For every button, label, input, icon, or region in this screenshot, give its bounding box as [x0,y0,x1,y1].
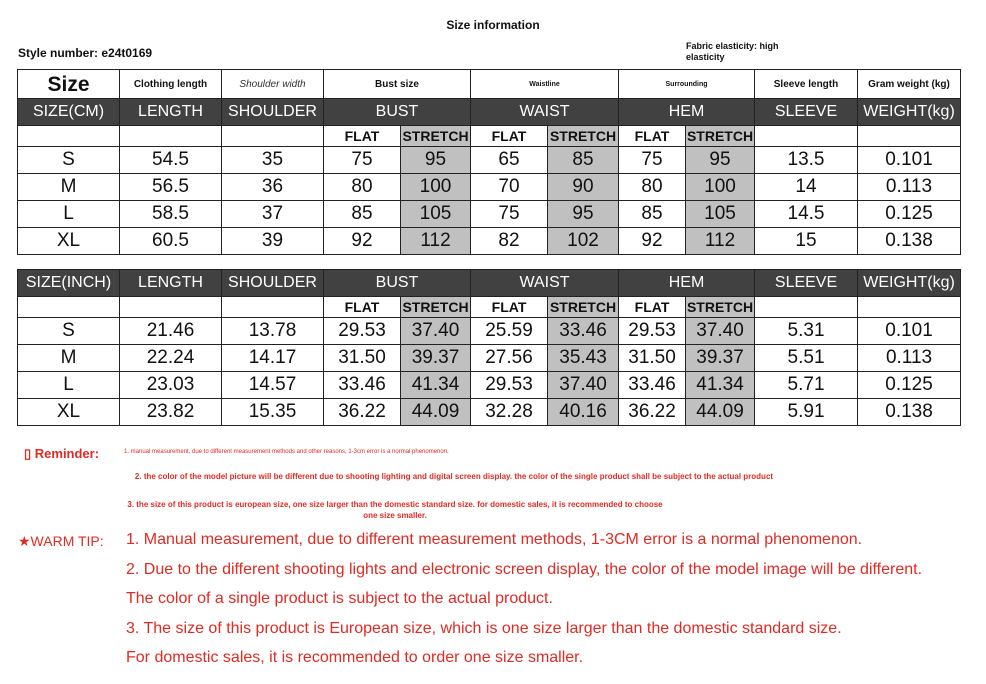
reminder-line-1: 1. manual measurement, due to different measurement methods and other reasons, 1-3cm error is a normal phenomenon. [124,449,449,455]
hem-flat-cell: 85 [619,201,686,228]
reminder-label: ▯ Reminder: [24,446,100,461]
length-cell: 21.46 [120,318,222,345]
hem-flat-cell: 29.53 [619,318,686,345]
table-row [18,147,961,174]
hem-flat-cell: 33.46 [619,372,686,399]
hem-flat-cell: 36.22 [619,399,686,426]
table-row [18,174,961,201]
shoulder-cell: 14.57 [222,372,324,399]
table-row [18,399,961,426]
waist-flat-cell: 65 [471,147,548,174]
warm-tip-line: 1. Manual measurement, due to different measurement methods, 1-3CM error is a normal phenomenon. [126,531,863,548]
sleeve-cell: 13.5 [755,147,858,174]
hem-label: Surrounding [619,70,755,99]
table-row [18,201,961,228]
hem-stretch-cell: 112 [686,228,755,255]
bust-stretch-cell: 41.34 [401,372,471,399]
hem-stretch-cell: 44.09 [686,399,755,426]
stretch-label: STRETCH [548,126,619,147]
stretch-label: STRETCH [686,126,755,147]
waist-stretch-cell: 33.46 [548,318,619,345]
shoulder-cell: 37 [222,201,324,228]
header-cell: SLEEVE [755,270,858,297]
waist-label: Waistline [471,70,619,99]
bust-stretch-cell: 95 [401,147,471,174]
style-number: Style number: e24t0169 [18,46,153,60]
warm-tip-line: The color of a single product is subject to the actual product. [126,590,553,607]
sleeve-cell: 15 [755,228,858,255]
flat-label: FLAT [324,126,401,147]
length-cell: 54.5 [120,147,222,174]
hem-flat-cell: 92 [619,228,686,255]
bust-flat-cell: 75 [324,147,401,174]
bust-stretch-cell: 112 [401,228,471,255]
table-row [18,228,961,255]
waist-stretch-cell: 102 [548,228,619,255]
warm-tip-line: For domestic sales, it is recommended to order one size smaller. [126,649,584,666]
shoulder-label: Shoulder width [222,70,324,99]
bust-flat-cell: 36.22 [324,399,401,426]
sleeve-cell: 14 [755,174,858,201]
size-cell: XL [18,228,120,255]
sleeve-label: Sleeve length [755,70,858,99]
waist-flat-cell: 27.56 [471,345,548,372]
header-cell: HEM [619,270,755,297]
weight-cell: 0.101 [858,318,961,345]
size-cell: M [18,345,120,372]
size-cell: XL [18,399,120,426]
flat-label: FLAT [619,297,686,318]
bust-flat-cell: 33.46 [324,372,401,399]
flat-stretch-row [18,297,961,318]
length-label: Clothing length [120,70,222,99]
waist-flat-cell: 82 [471,228,548,255]
hem-stretch-cell: 100 [686,174,755,201]
stretch-label: STRETCH [686,297,755,318]
weight-cell: 0.101 [858,147,961,174]
shoulder-cell: 39 [222,228,324,255]
table-row [18,318,961,345]
hem-stretch-cell: 41.34 [686,372,755,399]
waist-flat-cell: 70 [471,174,548,201]
length-cell: 23.03 [120,372,222,399]
bust-stretch-cell: 105 [401,201,471,228]
size-cell: M [18,174,120,201]
waist-stretch-cell: 85 [548,147,619,174]
reminder-line-2: 2. the color of the model picture will be different due to shooting lighting and digital screen display. the color of the single product shall be subject to the actual product [134,472,774,481]
waist-flat-cell: 32.28 [471,399,548,426]
size-cell: S [18,318,120,345]
header-cell: SHOULDER [222,99,324,126]
length-cell: 23.82 [120,399,222,426]
size-table-inch [17,269,961,426]
weight-cell: 0.113 [858,174,961,201]
header-cell: LENGTH [120,99,222,126]
waist-flat-cell: 29.53 [471,372,548,399]
shoulder-cell: 35 [222,147,324,174]
fabric-elasticity: Fabric elasticity: high elasticity [686,41,779,62]
sleeve-cell: 14.5 [755,201,858,228]
length-cell: 58.5 [120,201,222,228]
bust-label: Bust size [324,70,471,99]
header-cell: WAIST [471,270,619,297]
stretch-label: STRETCH [548,297,619,318]
flat-stretch-row [18,126,961,147]
hem-flat-cell: 80 [619,174,686,201]
bust-stretch-cell: 39.37 [401,345,471,372]
header-cell: WEIGHT(kg) [858,270,961,297]
hem-flat-cell: 75 [619,147,686,174]
header-cell: SIZE(INCH) [18,270,120,297]
waist-stretch-cell: 35.43 [548,345,619,372]
header-cell: WEIGHT(kg) [858,99,961,126]
sleeve-cell: 5.71 [755,372,858,399]
stretch-label: STRETCH [401,297,471,318]
length-cell: 60.5 [120,228,222,255]
header-cell: HEM [619,99,755,126]
bust-flat-cell: 92 [324,228,401,255]
size-cell: L [18,372,120,399]
flat-label: FLAT [471,126,548,147]
hem-stretch-cell: 105 [686,201,755,228]
header-cell: BUST [324,99,471,126]
hem-stretch-cell: 95 [686,147,755,174]
sleeve-cell: 5.51 [755,345,858,372]
bust-flat-cell: 29.53 [324,318,401,345]
sleeve-cell: 5.31 [755,318,858,345]
table-header-row [18,270,961,297]
header-cell: SHOULDER [222,270,324,297]
waist-stretch-cell: 40.16 [548,399,619,426]
size-label: Size [18,70,120,99]
flat-label: FLAT [324,297,401,318]
hem-stretch-cell: 39.37 [686,345,755,372]
size-cell: L [18,201,120,228]
header-cell: BUST [324,270,471,297]
page-title: Size information [446,18,540,32]
bust-stretch-cell: 100 [401,174,471,201]
waist-stretch-cell: 37.40 [548,372,619,399]
waist-flat-cell: 25.59 [471,318,548,345]
waist-flat-cell: 75 [471,201,548,228]
warm-tip-label: ★WARM TIP: [18,533,104,549]
sleeve-cell: 5.91 [755,399,858,426]
size-table-cm [17,69,961,255]
length-cell: 22.24 [120,345,222,372]
weight-cell: 0.113 [858,345,961,372]
shoulder-cell: 15.35 [222,399,324,426]
stretch-label: STRETCH [401,126,471,147]
warm-tip-line: 3. The size of this product is European size, which is one size larger than the domestic standard size. [126,620,842,637]
table-row [18,372,961,399]
reminder-line-3: 3. the size of this product is european size, one size larger than the domestic standard size. for domestic sales, it is recommended to choose one size smaller. [127,500,663,520]
hem-stretch-cell: 37.40 [686,318,755,345]
table-row [18,345,961,372]
size-cell: S [18,147,120,174]
weight-cell: 0.125 [858,372,961,399]
flat-label: FLAT [471,297,548,318]
weight-label: Gram weight (kg) [858,70,961,99]
bust-flat-cell: 85 [324,201,401,228]
header-cell: SIZE(CM) [18,99,120,126]
flat-label: FLAT [619,126,686,147]
bust-stretch-cell: 37.40 [401,318,471,345]
weight-cell: 0.138 [858,399,961,426]
header-cell: SLEEVE [755,99,858,126]
bust-flat-cell: 31.50 [324,345,401,372]
header-cell: WAIST [471,99,619,126]
table-header-row [18,99,961,126]
weight-cell: 0.125 [858,201,961,228]
weight-cell: 0.138 [858,228,961,255]
shoulder-cell: 36 [222,174,324,201]
bust-stretch-cell: 44.09 [401,399,471,426]
waist-stretch-cell: 95 [548,201,619,228]
bust-flat-cell: 80 [324,174,401,201]
hem-flat-cell: 31.50 [619,345,686,372]
length-cell: 56.5 [120,174,222,201]
shoulder-cell: 13.78 [222,318,324,345]
waist-stretch-cell: 90 [548,174,619,201]
header-cell: LENGTH [120,270,222,297]
warm-tip-line: 2. Due to the different shooting lights and electronic screen display, the color of the model image will be different. [126,561,923,578]
shoulder-cell: 14.17 [222,345,324,372]
